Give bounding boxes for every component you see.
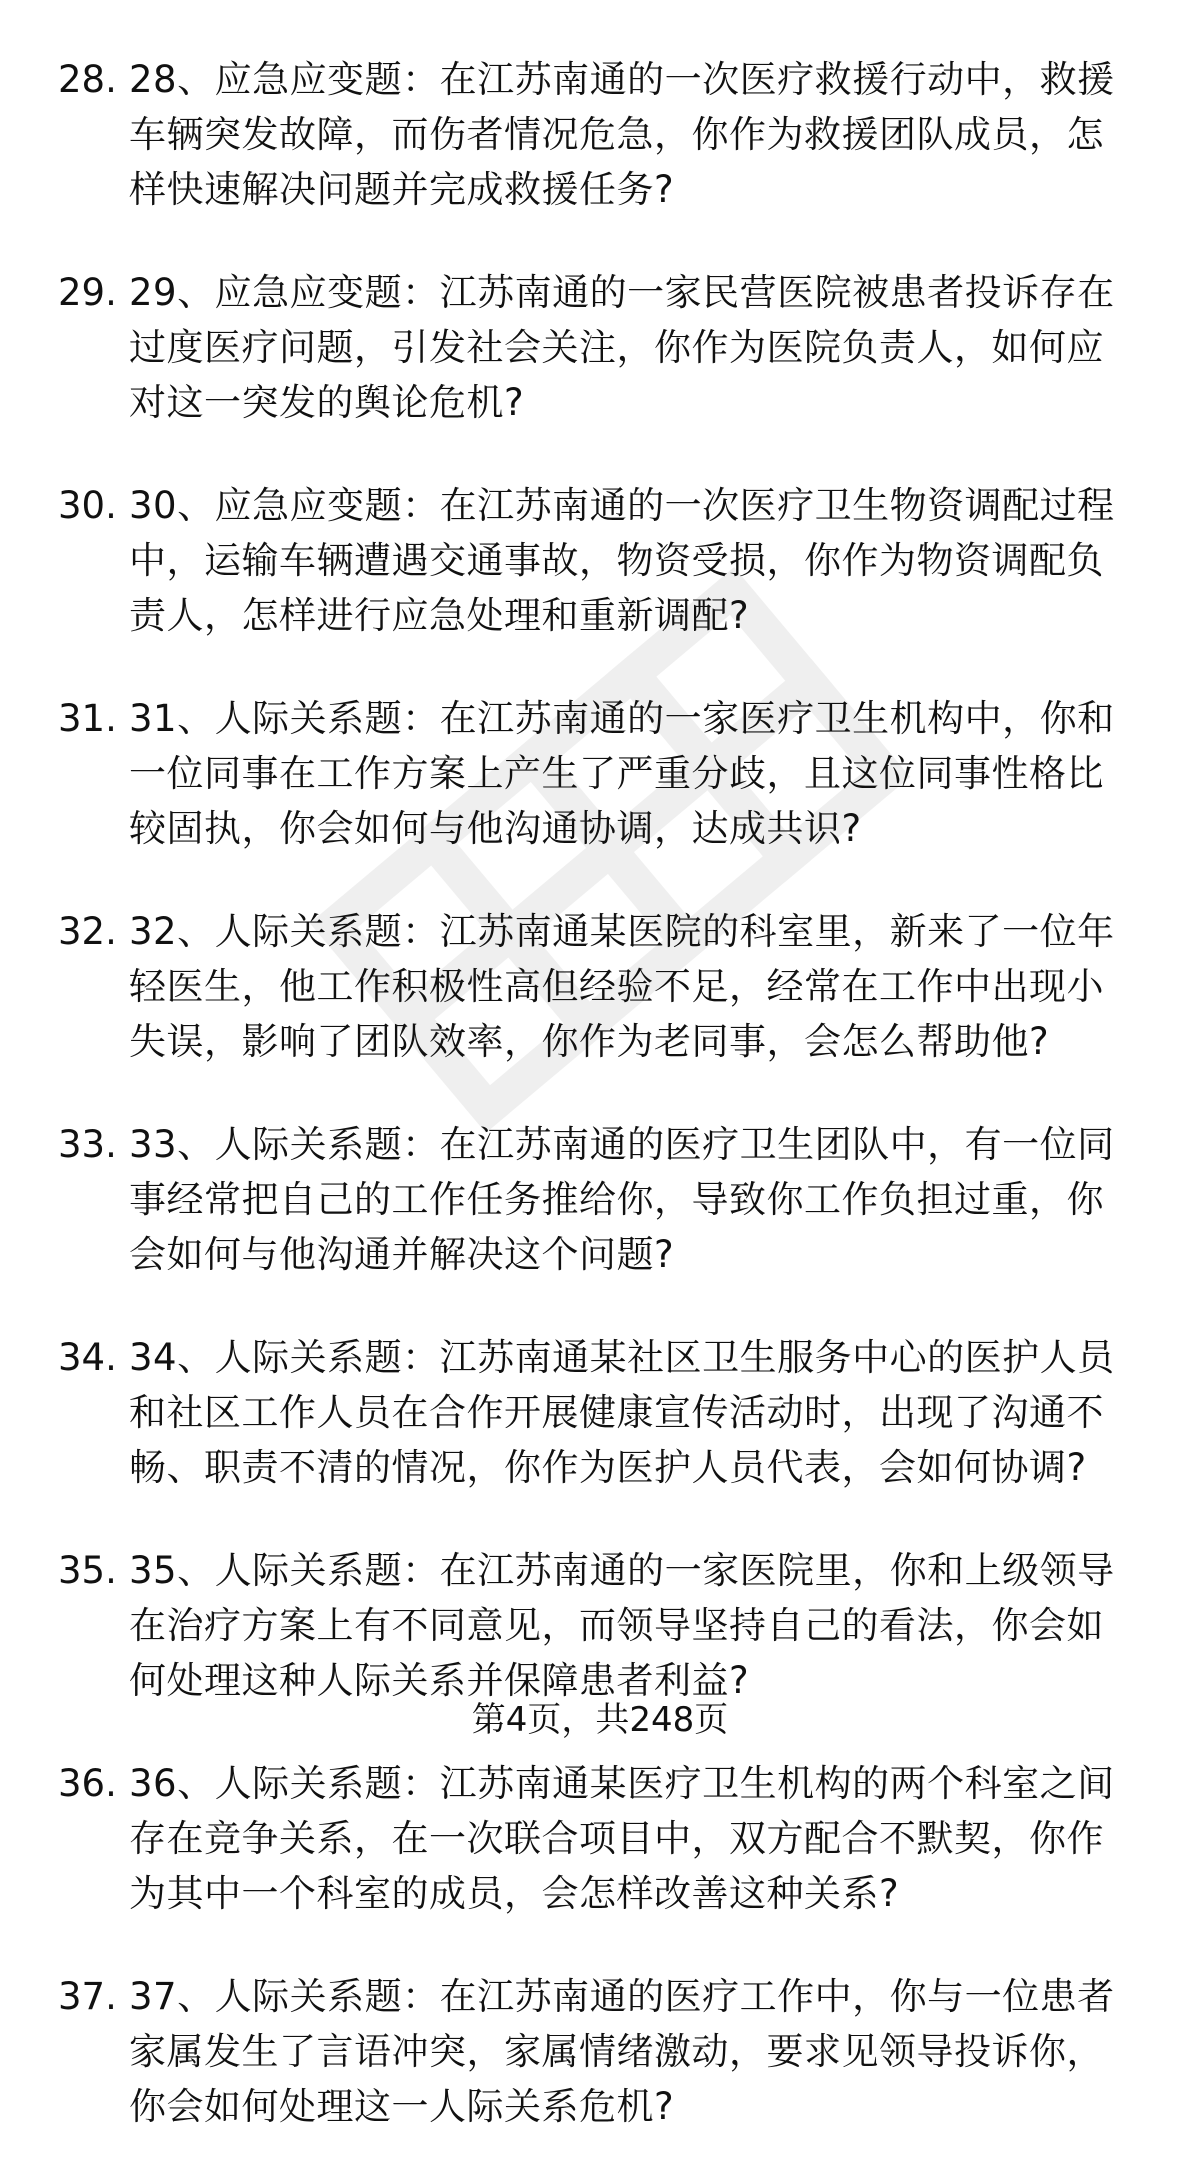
question-item bbox=[0, 904, 1200, 1069]
question-item bbox=[0, 1543, 1200, 1708]
question-item bbox=[0, 52, 1200, 217]
question-number: 31. bbox=[58, 697, 117, 740]
question-number: 29. bbox=[58, 271, 117, 314]
question-text: 31、人际关系题：在江苏南通的一家医疗卫生机构中，你和一位同事在工作方案上产生了严重分歧，且这位同事性格比较固执，你会如何与他沟通协调，达成共识? bbox=[129, 697, 1115, 850]
question-number: 37. bbox=[58, 1975, 117, 2018]
question-item bbox=[0, 1117, 1200, 1282]
question-item bbox=[0, 1756, 1200, 1921]
question-number: 30. bbox=[58, 484, 117, 527]
question-number: 32. bbox=[58, 910, 117, 953]
question-text: 30、应急应变题：在江苏南通的一次医疗卫生物资调配过程中，运输车辆遭遇交通事故，物资受损，你作为物资调配负责人，怎样进行应急处理和重新调配? bbox=[129, 484, 1115, 637]
question-number: 36. bbox=[58, 1762, 117, 1805]
question-item bbox=[0, 478, 1200, 643]
question-number: 35. bbox=[58, 1549, 117, 1592]
question-text: 34、人际关系题：江苏南通某社区卫生服务中心的医护人员和社区工作人员在合作开展健康宣传活动时，出现了沟通不畅、职责不清的情况，你作为医护人员代表，会如何协调? bbox=[129, 1336, 1115, 1489]
question-number: 34. bbox=[58, 1336, 117, 1379]
question-item bbox=[0, 1969, 1200, 2134]
question-text: 29、应急应变题：江苏南通的一家民营医院被患者投诉存在过度医疗问题，引发社会关注，你作为医院负责人，如何应对这一突发的舆论危机? bbox=[129, 271, 1115, 424]
page-footer: 第4页，共248页 bbox=[471, 1700, 729, 1740]
question-text: 28、应急应变题：在江苏南通的一次医疗救援行动中，救援车辆突发故障，而伤者情况危急，你作为救援团队成员，怎样快速解决问题并完成救援任务? bbox=[129, 58, 1115, 211]
question-text: 37、人际关系题：在江苏南通的医疗工作中，你与一位患者家属发生了言语冲突，家属情绪激动，要求见领导投诉你，你会如何处理这一人际关系危机? bbox=[129, 1975, 1115, 2128]
question-number: 33. bbox=[58, 1123, 117, 1166]
question-item bbox=[0, 691, 1200, 856]
question-text: 35、人际关系题：在江苏南通的一家医院里，你和上级领导在治疗方案上有不同意见，而领导坚持自己的看法，你会如何处理这种人际关系并保障患者利益? bbox=[129, 1549, 1115, 1702]
question-list bbox=[0, 52, 1200, 2182]
question-item bbox=[0, 265, 1200, 430]
question-number: 28. bbox=[58, 58, 117, 101]
question-text: 36、人际关系题：江苏南通某医疗卫生机构的两个科室之间存在竞争关系，在一次联合项目中，双方配合不默契，你作为其中一个科室的成员，会怎样改善这种关系? bbox=[129, 1762, 1115, 1915]
question-item bbox=[0, 1330, 1200, 1495]
question-text: 32、人际关系题：江苏南通某医院的科室里，新来了一位年轻医生，他工作积极性高但经验不足，经常在工作中出现小失误，影响了团队效率，你作为老同事，会怎么帮助他? bbox=[129, 910, 1115, 1063]
question-text: 33、人际关系题：在江苏南通的医疗卫生团队中，有一位同事经常把自己的工作任务推给你，导致你工作负担过重，你会如何与他沟通并解决这个问题? bbox=[129, 1123, 1115, 1276]
